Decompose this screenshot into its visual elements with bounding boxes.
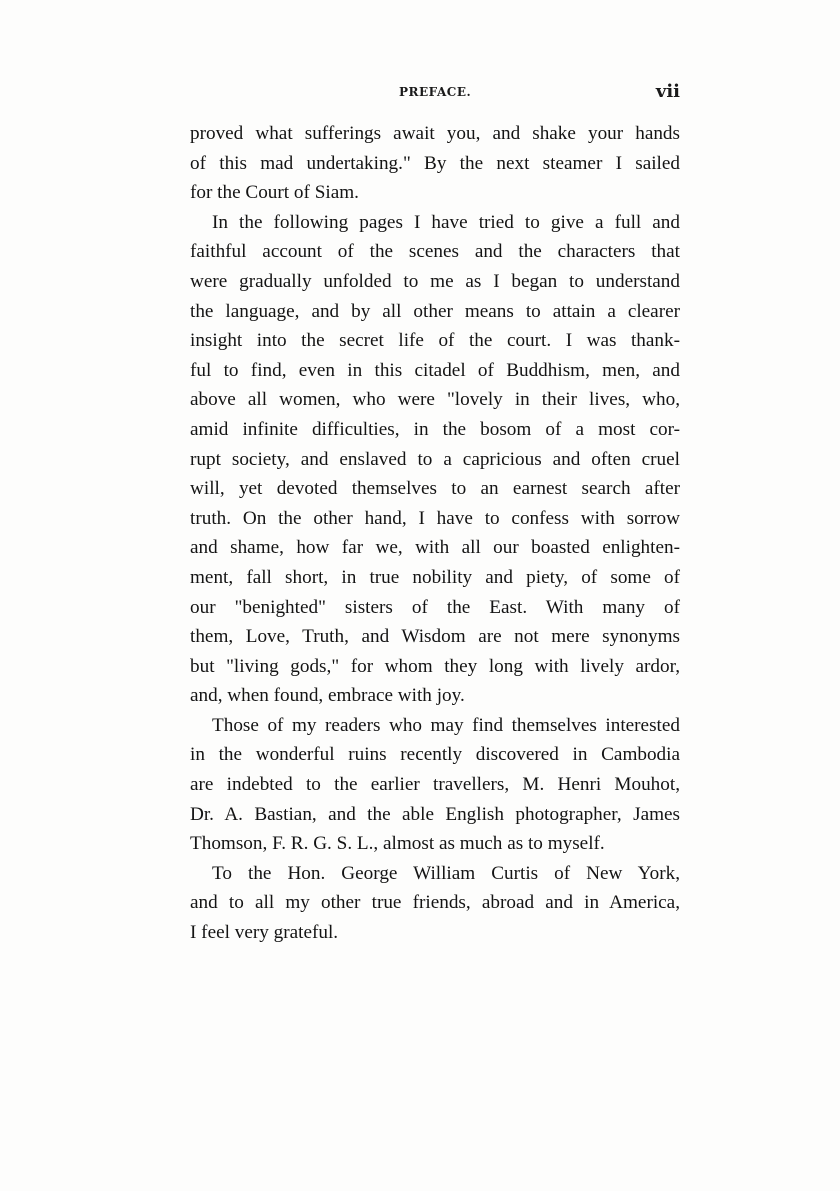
- text-line: In the following pages I have tried to give a full and: [212, 211, 680, 233]
- text-line: faithful account of the scenes and the characters that: [190, 241, 680, 263]
- text-line: Those of my readers who may find themselves interested: [212, 714, 680, 736]
- text-line: amid infinite difficulties, in the bosom of a most cor-: [190, 418, 680, 440]
- text-line: our "benighted" sisters of the East. With many of: [190, 596, 680, 618]
- paragraph-thanks: [190, 859, 680, 948]
- text-line: above all women, who were "lovely in their lives, who,: [190, 389, 680, 411]
- text-line: are indebted to the earlier travellers, M. Henri Mouhot,: [190, 774, 680, 796]
- text-line: ful to find, even in this citadel of Buddhism, men, and: [190, 359, 680, 381]
- text-line: of this mad undertaking." By the next steamer I sailed: [190, 152, 680, 174]
- text-line: were gradually unfolded to me as I began to understand: [190, 270, 680, 292]
- text-line: ment, fall short, in true nobility and piety, of some of: [190, 566, 680, 588]
- paragraph-continuation: [190, 119, 680, 208]
- text-line: proved what sufferings await you, and shake your hands: [190, 123, 680, 144]
- text-line: and shame, how far we, with all our boasted enlighten-: [190, 537, 680, 559]
- text-line: insight into the secret life of the court. I was thank-: [190, 330, 680, 352]
- text-line: and to all my other true friends, abroad and in America,: [190, 892, 680, 914]
- paragraph-cambodia: [190, 711, 680, 859]
- text-line: and, when found, embrace with joy.: [190, 685, 465, 707]
- text-line: the language, and by all other means to attain a clearer: [190, 300, 680, 322]
- text-line: rupt society, and enslaved to a capricious and often cruel: [190, 448, 680, 470]
- text-line: truth. On the other hand, I have to confess with sorrow: [190, 507, 680, 529]
- paragraph-following-pages: [190, 208, 680, 711]
- text-line: I feel very grateful.: [190, 922, 339, 944]
- text-line: Thomson, F. R. G. S. L., almost as much as to myself.: [190, 833, 605, 855]
- text-line: them, Love, Truth, and Wisdom are not mere synonyms: [190, 626, 680, 648]
- text-line: To the Hon. George William Curtis of New York,: [212, 862, 680, 884]
- page-number: vii: [655, 81, 680, 102]
- text-line: Dr. A. Bastian, and the able English photographer, James: [190, 803, 680, 825]
- running-title: PREFACE.: [399, 85, 472, 99]
- running-head: [190, 82, 680, 106]
- text-line: but "living gods," for whom they long with lively ardor,: [190, 655, 680, 677]
- text-line: will, yet devoted themselves to an earnest search after: [190, 478, 680, 500]
- text-line: in the wonderful ruins recently discovered in Cambodia: [190, 744, 680, 766]
- body-text: [190, 119, 680, 948]
- text-line: for the Court of Siam.: [190, 182, 359, 204]
